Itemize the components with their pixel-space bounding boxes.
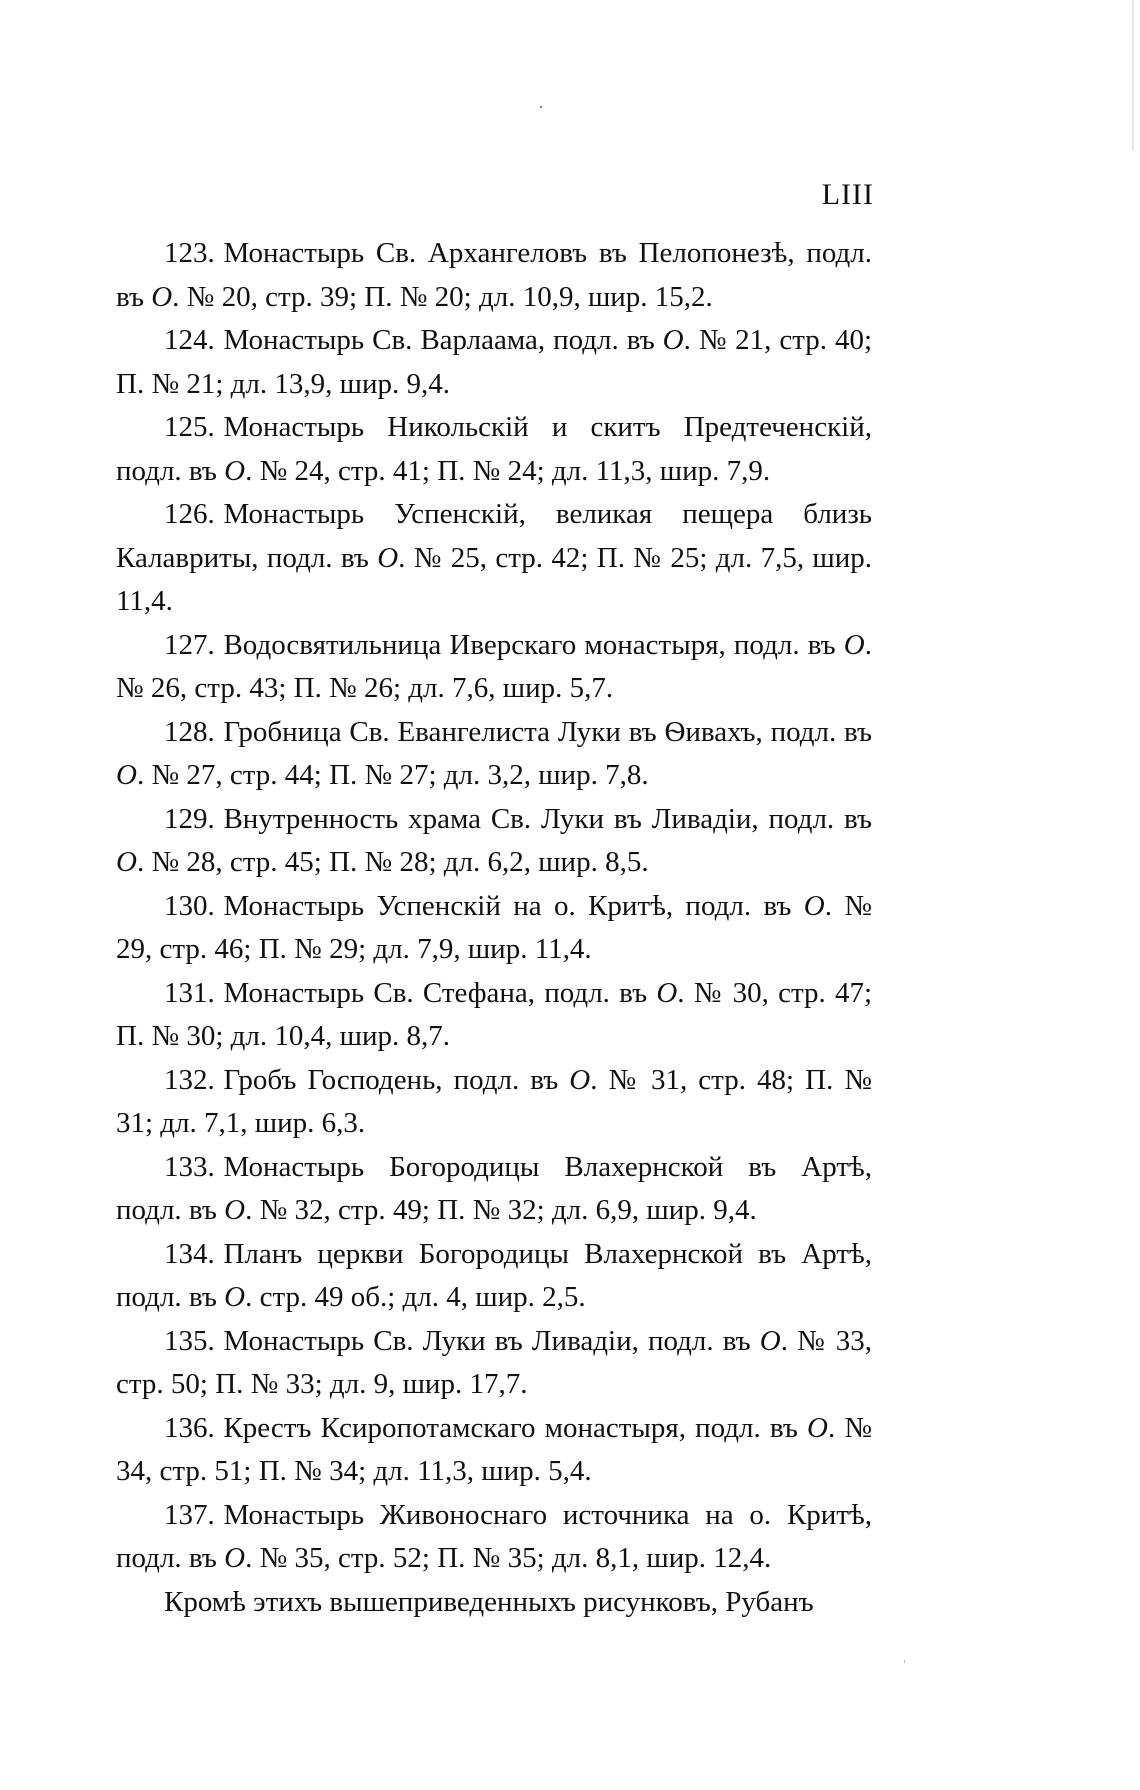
entry-text-before: Монастырь Св. Луки въ Ливадіи, подл. въ [223, 1324, 760, 1357]
catalog-entry [116, 885, 872, 972]
entry-text-before: Водосвятильница Иверскаго монастыря, подл. въ [223, 628, 844, 661]
print-speck-lower [904, 1660, 905, 1663]
entry-number: 134. [164, 1237, 215, 1270]
page-number: LIII [821, 178, 874, 211]
catalog-entry [116, 711, 872, 798]
catalog-entry [116, 798, 872, 885]
catalog-entry [116, 1233, 872, 1320]
entry-original-mark: О [116, 759, 137, 791]
entry-original-mark: О [843, 628, 865, 661]
entry-text-after: . № 31, стр. 48; П. № 31; дл. 7,1, шир. 6,3. [116, 1063, 872, 1139]
entry-text-after: . № 29, стр. 46; П. № 29; дл. 7,9, шир. 11,4. [116, 889, 872, 965]
entry-text-after: . № 30, стр. 47; П. № 30; дл. 10,4, шир. 8,7. [116, 976, 872, 1052]
scan-edge-shadow [1132, 0, 1134, 150]
entry-original-mark: О [224, 1542, 246, 1574]
entry-number: 126. [164, 498, 215, 530]
entry-number: 130. [164, 889, 215, 922]
entry-text-before: Крестъ Ксиропотамскаго монастыря, подл. въ [223, 1411, 807, 1444]
entry-original-mark: О [656, 976, 678, 1009]
entry-text-before: Монастырь Богородицы Влахернской въ Артѣ, подл. въ [116, 1150, 872, 1226]
entry-original-mark: О [662, 324, 684, 356]
catalog-entry [116, 624, 872, 711]
entry-original-mark: О [151, 280, 173, 313]
entry-original-mark: О [116, 846, 137, 878]
entry-original-mark: О [224, 454, 246, 487]
entry-original-mark: О [224, 1281, 246, 1313]
entry-number: 135. [164, 1324, 215, 1357]
entry-original-mark: О [759, 1324, 781, 1357]
entry-text-before: Монастырь Св. Варлаама, подл. въ [223, 324, 663, 356]
entry-number: 132. [164, 1063, 215, 1096]
print-speck [540, 106, 542, 108]
entry-number: 129. [164, 802, 215, 835]
catalog-entry [116, 232, 872, 319]
catalog-entry [116, 493, 872, 624]
entry-text-after: . № 26, стр. 43; П. № 26; дл. 7,6, шир. 5,7. [116, 628, 872, 704]
entry-text-before: Монастырь Успенскій на о. Критѣ, подл. въ [223, 889, 804, 922]
entry-original-mark: О [807, 1411, 828, 1444]
entry-text-after: . № 25, стр. 42; П. № 25; дл. 7,5, шир. 11,4. [116, 541, 872, 617]
entry-text-after: . № 35, стр. 52; П. № 35; дл. 8,1, шир. 12,4. [245, 1542, 772, 1574]
catalog-entry [116, 1320, 872, 1407]
entry-number: 137. [164, 1498, 215, 1531]
entry-text-before: Монастырь Св. Стефана, подл. въ [223, 976, 657, 1009]
closing-line: Кромѣ этихъ вышеприведенныхъ рисунковъ, Рубанъ [164, 1585, 814, 1618]
entry-number: 123. [164, 237, 215, 269]
entry-text-after: . № 24, стр. 41; П. № 24; дл. 11,3, шир. 7,9. [245, 454, 771, 487]
entry-text-after: . № 34, стр. 51; П. № 34; дл. 11,3, шир. 5,4. [116, 1411, 872, 1487]
catalog-entry [116, 1146, 872, 1233]
entry-text-before: Гробъ Господень, подл. въ [223, 1063, 570, 1096]
entry-text-after: . № 28, стр. 45; П. № 28; дл. 6,2, шир. 8,5. [136, 846, 649, 878]
catalog-entries [116, 232, 872, 1624]
entry-number: 124. [164, 324, 215, 356]
entry-text-before: Монастырь Никольскій и скитъ Предтеченскій, подл. въ [116, 411, 872, 487]
entry-number: 128. [164, 715, 215, 748]
entry-number: 136. [164, 1411, 215, 1444]
entry-text-before: Гробница Св. Евангелиста Луки въ Ѳивахъ, подл. въ [223, 715, 872, 748]
entry-original-mark: О [569, 1063, 591, 1096]
entry-text-after: . № 32, стр. 49; П. № 32; дл. 6,9, шир. 9,4. [245, 1194, 757, 1226]
entry-number: 127. [164, 628, 215, 661]
catalog-entry [116, 972, 872, 1059]
entry-original-mark: О [377, 541, 399, 574]
entry-original-mark: О [224, 1194, 246, 1226]
catalog-entry [116, 1059, 872, 1146]
entry-text-after: . стр. 49 об.; дл. 4, шир. 2,5. [245, 1281, 586, 1313]
entry-number: 131. [164, 976, 215, 1009]
entry-number: 125. [164, 411, 215, 443]
entry-text-before: Монастырь Успенскій, великая пещера близь Калавриты, подл. въ [116, 498, 872, 574]
entry-text-before: Монастырь Живоноснаго источника на о. Критѣ, подл. въ [116, 1498, 872, 1574]
entry-number: 133. [164, 1150, 215, 1183]
catalog-entry [116, 406, 872, 493]
catalog-entry [116, 1494, 872, 1581]
entry-text-after: . № 21, стр. 40; П. № 21; дл. 13,9, шир. 9,4. [116, 324, 872, 400]
entry-text-after: . № 27, стр. 44; П. № 27; дл. 3,2, шир. 7,8. [136, 759, 649, 791]
entry-text-before: Планъ церкви Богородицы Влахернской въ Артѣ, подл. въ [116, 1237, 872, 1313]
entry-text-before: Внутренность храма Св. Луки въ Ливадіи, подл. въ [223, 802, 872, 835]
catalog-entry [116, 319, 872, 406]
entry-text-after: . № 33, стр. 50; П. № 33; дл. 9, шир. 17,7. [116, 1324, 872, 1400]
entry-original-mark: О [803, 889, 825, 922]
entry-text-before: Монастырь Св. Архангеловъ въ Пелопонезѣ, подл. въ [116, 237, 872, 313]
entry-text-after: . № 20, стр. 39; П. № 20; дл. 10,9, шир. 15,2. [172, 280, 713, 313]
catalog-entry [116, 1407, 872, 1494]
